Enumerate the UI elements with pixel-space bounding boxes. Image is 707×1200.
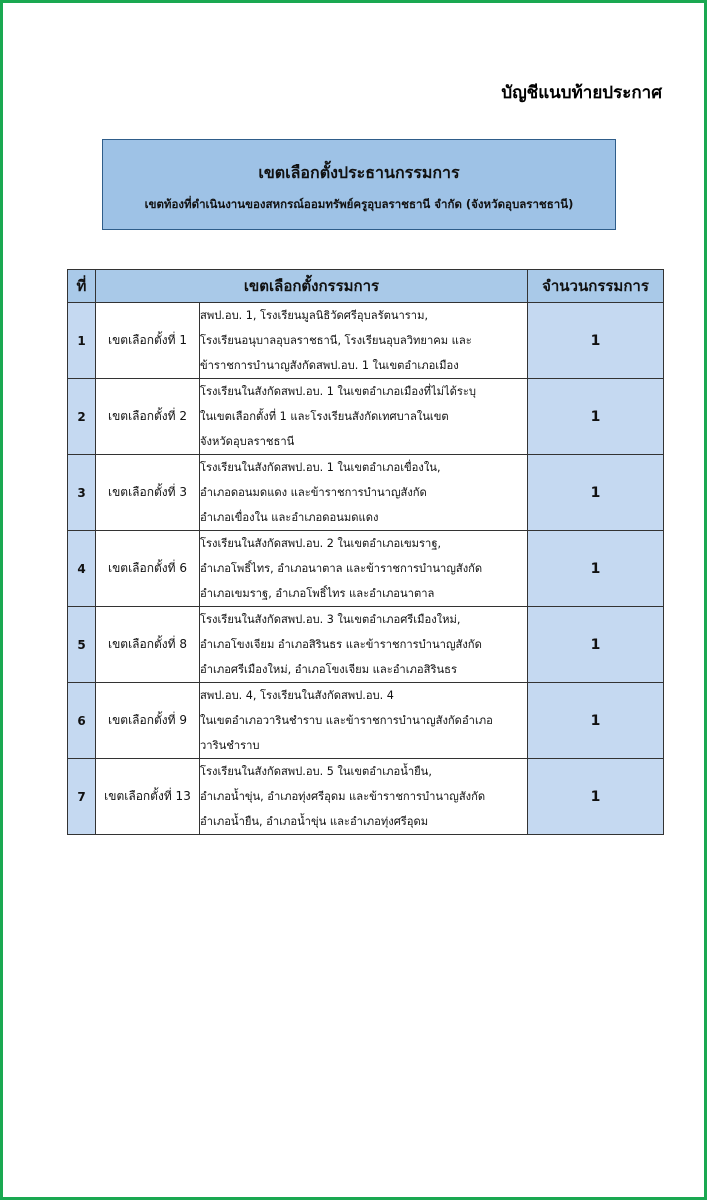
description-line: อำเภอโขงเจียม อำเภอสิรินธร และข้าราชการบำนาญสังกัด bbox=[200, 638, 482, 651]
zone-description bbox=[200, 531, 528, 607]
table-row bbox=[68, 455, 664, 531]
zone-name: เขตเลือกตั้งที่ 1 bbox=[96, 303, 200, 379]
header-title: เขตเลือกตั้งประธานกรรมการ bbox=[258, 163, 460, 182]
description-line: โรงเรียนในสังกัดสพป.อบ. 2 ในเขตอำเภอเขมราฐ, bbox=[200, 537, 442, 550]
description-line: สพป.อบ. 1, โรงเรียนมูลนิธิวัดศรีอุบลรัตนาราม, bbox=[200, 309, 429, 322]
description-line: โรงเรียนในสังกัดสพป.อบ. 3 ในเขตอำเภอศรีเมืองใหม่, bbox=[200, 613, 461, 626]
table-row bbox=[68, 303, 664, 379]
description-line: สพป.อบ. 4, โรงเรียนในสังกัดสพป.อบ. 4 bbox=[200, 689, 394, 702]
table-row bbox=[68, 759, 664, 835]
committee-count: 1 bbox=[528, 531, 664, 607]
row-number: 3 bbox=[68, 455, 96, 531]
row-number: 2 bbox=[68, 379, 96, 455]
header-box bbox=[102, 139, 616, 230]
row-number: 4 bbox=[68, 531, 96, 607]
zone-description bbox=[200, 759, 528, 835]
description-line: อำเภอโพธิ์ไทร, อำเภอนาตาล และข้าราชการบำนาญสังกัด bbox=[200, 562, 483, 575]
zone-name: เขตเลือกตั้งที่ 9 bbox=[96, 683, 200, 759]
header-zone: เขตเลือกตั้งกรรมการ bbox=[96, 270, 528, 303]
row-number: 1 bbox=[68, 303, 96, 379]
table-row bbox=[68, 379, 664, 455]
description-line: ในเขตเลือกตั้งที่ 1 และโรงเรียนสังกัดเทศบาลในเขต bbox=[200, 410, 449, 423]
zone-description bbox=[200, 607, 528, 683]
description-line: โรงเรียนในสังกัดสพป.อบ. 1 ในเขตอำเภอเขื่องใน, bbox=[200, 461, 441, 474]
description-line: อำเภอดอนมดแดง และข้าราชการบำนาญสังกัด bbox=[200, 486, 427, 499]
zone-name: เขตเลือกตั้งที่ 8 bbox=[96, 607, 200, 683]
description-line: อำเภอเขมราฐ, อำเภอโพธิ์ไทร และอำเภอนาตาล bbox=[200, 587, 435, 600]
header-count: จำนวนกรรมการ bbox=[528, 270, 664, 303]
header-no: ที่ bbox=[68, 270, 96, 303]
zone-description bbox=[200, 455, 528, 531]
header-subtitle: เขตท้องที่ดำเนินงานของสหกรณ์ออมทรัพย์ครูอุบลราชธานี จำกัด (จังหวัดอุบลราชธานี) bbox=[144, 197, 574, 211]
zone-name: เขตเลือกตั้งที่ 2 bbox=[96, 379, 200, 455]
description-line: วารินชำราบ bbox=[200, 739, 260, 752]
description-line: อำเภอเขื่องใน และอำเภอดอนมดแดง bbox=[200, 511, 379, 524]
description-line: โรงเรียนในสังกัดสพป.อบ. 5 ในเขตอำเภอน้ำยืน, bbox=[200, 765, 432, 778]
zone-name: เขตเลือกตั้งที่ 3 bbox=[96, 455, 200, 531]
committee-count: 1 bbox=[528, 607, 664, 683]
zone-description bbox=[200, 303, 528, 379]
description-line: อำเภอน้ำยืน, อำเภอน้ำขุ่น และอำเภอทุ่งศรีอุดม bbox=[200, 815, 429, 828]
table-row bbox=[68, 683, 664, 759]
description-line: ข้าราชการบำนาญสังกัดสพป.อบ. 1 ในเขตอำเภอเมือง bbox=[200, 359, 459, 372]
description-line: ในเขตอำเภอวารินชำราบ และข้าราชการบำนาญสังกัดอำเภอ bbox=[200, 714, 493, 727]
description-line: จังหวัดอุบลราชธานี bbox=[200, 435, 295, 448]
row-number: 6 bbox=[68, 683, 96, 759]
committee-count: 1 bbox=[528, 379, 664, 455]
description-line: อำเภอศรีเมืองใหม่, อำเภอโขงเจียม และอำเภอสิรินธร bbox=[200, 663, 457, 676]
zone-description bbox=[200, 379, 528, 455]
description-line: โรงเรียนอนุบาลอุบลราชธานี, โรงเรียนอุบลวิทยาคม และ bbox=[200, 334, 472, 347]
committee-count: 1 bbox=[528, 759, 664, 835]
committee-count: 1 bbox=[528, 455, 664, 531]
table-row bbox=[68, 607, 664, 683]
table-header-row bbox=[68, 270, 664, 303]
district-table bbox=[67, 269, 664, 835]
row-number: 5 bbox=[68, 607, 96, 683]
committee-count: 1 bbox=[528, 303, 664, 379]
table-row bbox=[68, 531, 664, 607]
zone-description bbox=[200, 683, 528, 759]
committee-count: 1 bbox=[528, 683, 664, 759]
document-title: บัญชีแนบท้ายประกาศ bbox=[501, 83, 662, 103]
row-number: 7 bbox=[68, 759, 96, 835]
description-line: โรงเรียนในสังกัดสพป.อบ. 1 ในเขตอำเภอเมืองที่ไม่ได้ระบุ bbox=[200, 385, 476, 398]
zone-name: เขตเลือกตั้งที่ 13 bbox=[96, 759, 200, 835]
table-body bbox=[68, 303, 664, 835]
zone-name: เขตเลือกตั้งที่ 6 bbox=[96, 531, 200, 607]
description-line: อำเภอน้ำขุ่น, อำเภอทุ่งศรีอุดม และข้าราชการบำนาญสังกัด bbox=[200, 790, 486, 803]
